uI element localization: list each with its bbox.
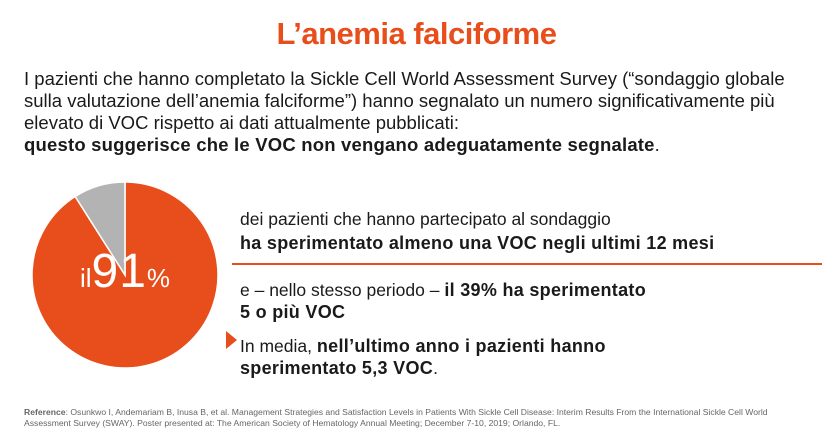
stat1-line2: ha sperimentato almeno una VOC negli ultimi 12 mesi bbox=[240, 233, 715, 253]
stat2-normal: e – nello stesso periodo – bbox=[240, 280, 440, 300]
stat3-bold2: sperimentato 5,3 VOC bbox=[240, 358, 434, 378]
stat-block-2 bbox=[240, 279, 646, 323]
stat-block-1 bbox=[240, 208, 714, 254]
pie-label bbox=[30, 244, 220, 299]
intro-paragraph bbox=[24, 68, 814, 156]
intro-end: . bbox=[654, 134, 660, 155]
reference-note bbox=[24, 407, 814, 429]
pie-label-suffix: % bbox=[146, 263, 171, 293]
stat2-bold1: il 39% ha sperimentato bbox=[444, 280, 646, 300]
stat3-bold1: nell’ultimo anno i pazienti hanno bbox=[316, 336, 606, 356]
pie-chart bbox=[30, 180, 220, 370]
page-title: L’anemia falciforme bbox=[276, 16, 557, 51]
stat3-end: . bbox=[433, 358, 438, 378]
intro-text: I pazienti che hanno completato la Sickle Cell World Assessment Survey (“sondaggio globale sulla valutazione dell’anemia falciforme”) hanno segnalato un numero significativamente più elevato di VOC rispetto ai dati attualmente pubblicati: bbox=[24, 68, 785, 133]
intro-bold-text: questo suggerisce che le VOC non vengano adeguatamente segnalate bbox=[24, 134, 655, 155]
pie-label-number: 91 bbox=[91, 245, 147, 298]
stat1-line1: dei pazienti che hanno partecipato al sondaggio bbox=[240, 209, 611, 229]
stat3-normal: In media, bbox=[240, 336, 312, 356]
reference-label: Reference bbox=[24, 407, 66, 417]
arrow-icon bbox=[226, 331, 237, 349]
stat2-bold2: 5 o più VOC bbox=[240, 302, 346, 322]
reference-text: : Osunkwo I, Andemariam B, Inusa B, et al. Management Strategies and Satisfaction Levels in Patients With Sickle Cell Disease: Interim Results From the International Sickle Cell World Assessment Survey (SWAY). Poster presented at: The American Society of Hematology Annual Meeting; December 7-10, 2019; Orlando, FL. bbox=[24, 407, 768, 428]
pie-label-prefix: il bbox=[79, 263, 92, 293]
divider bbox=[232, 263, 822, 265]
stat-block-3 bbox=[240, 335, 606, 379]
